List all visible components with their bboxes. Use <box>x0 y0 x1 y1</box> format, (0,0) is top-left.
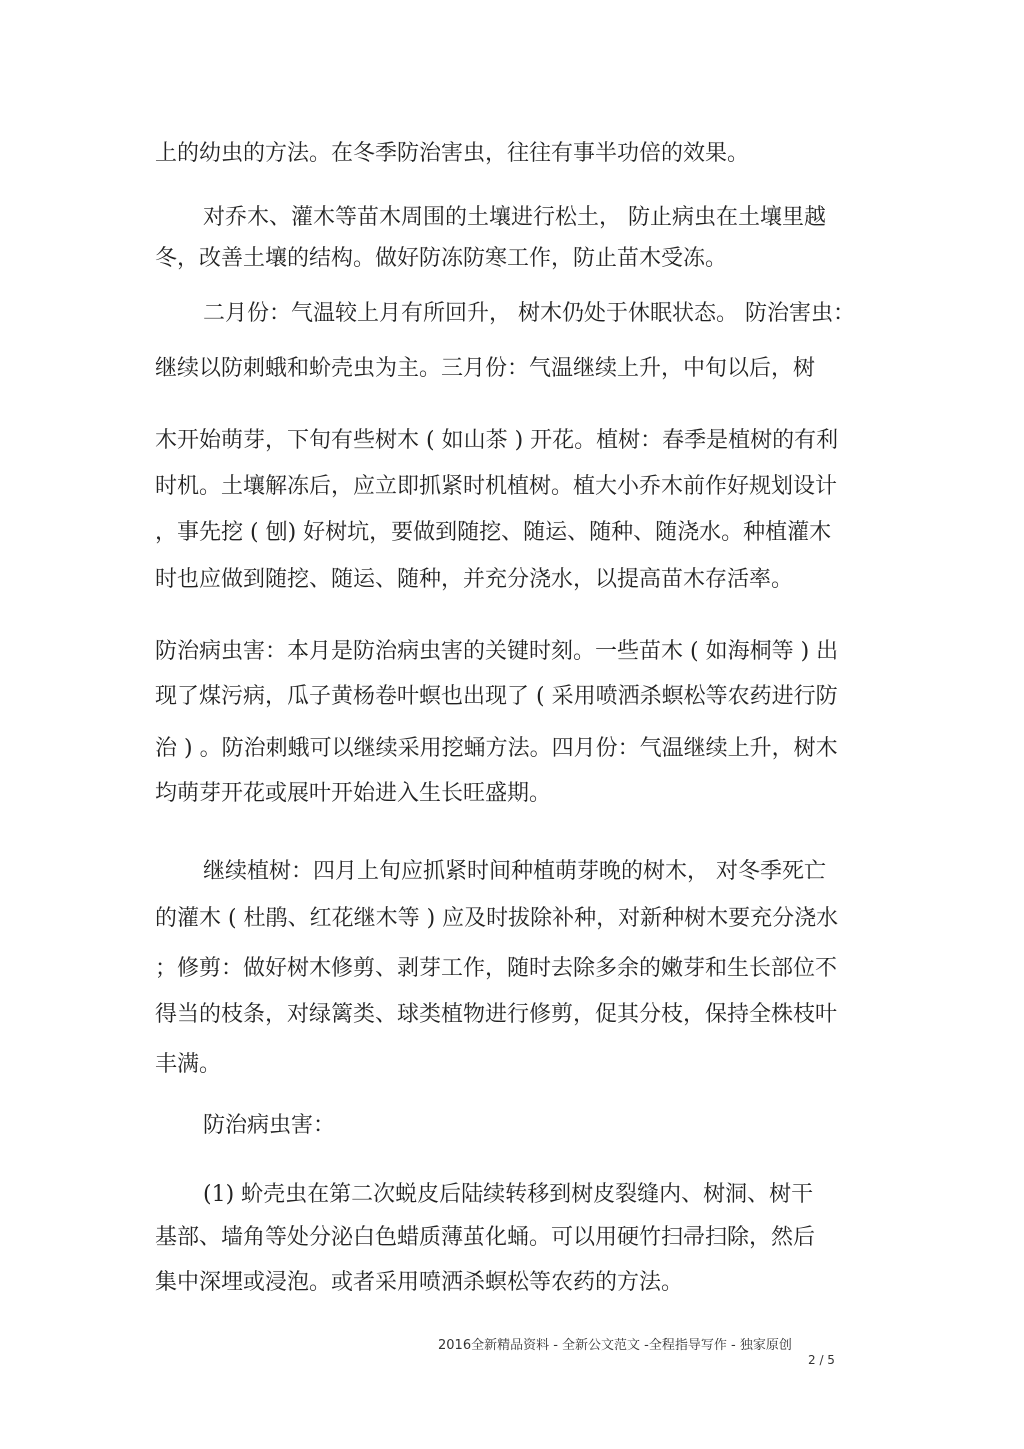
paragraph-line: 木开始萌芽，下旬有些树木 ( 如山茶 ) 开花。植树：春季是植树的有利 <box>155 428 839 453</box>
paragraph-line: 时机。土壤解冻后，应立即抓紧时机植树。植大小乔木前作好规划设计 <box>155 474 838 499</box>
page-number: 2 / 5 <box>808 1353 835 1367</box>
paragraph-line: ；修剪：做好树木修剪、剥芽工作，随时去除多余的嫩芽和生长部位不 <box>155 956 838 981</box>
paragraph-line: 防治病虫害：本月是防治病虫害的关键时刻。一些苗木 ( 如海桐等 ) 出 <box>155 639 839 664</box>
paragraph-line: ，事先挖 ( 刨) 好树坑，要做到随挖、随运、随种、随浇水。种植灌木 <box>155 520 832 545</box>
paragraph-line: 治 ) 。防治刺蛾可以继续采用挖蛹方法。四月份：气温继续上升，树木 <box>155 736 838 761</box>
paragraph-line: 防治病虫害： <box>203 1113 336 1138</box>
paragraph-line: 冬，改善土壤的结构。做好防冻防寒工作，防止苗木受冻。 <box>155 246 728 271</box>
paragraph-line: 继续植树：四月上旬应抓紧时间种植萌芽晚的树木， 对冬季死亡 <box>203 859 826 884</box>
paragraph-line: 时也应做到随挖、随运、随种，并充分浇水，以提高苗木存活率。 <box>155 567 794 592</box>
paragraph-line: 二月份：气温较上月有所回升， 树木仍处于休眠状态。 防治害虫： <box>203 301 855 326</box>
paragraph-line: 丰满。 <box>155 1052 222 1077</box>
paragraph-line: 得当的枝条，对绿篱类、球类植物进行修剪，促其分枝，保持全株枝叶 <box>155 1002 838 1027</box>
paragraph-line: 的灌木 ( 杜鹃、红花继木等 ) 应及时拔除补种，对新种树木要充分浇水 <box>155 906 839 931</box>
paragraph-line: 对乔木、灌木等苗木周围的土壤进行松土， 防止病虫在土壤里越 <box>203 205 826 230</box>
paragraph-line: 基部、墙角等处分泌白色蜡质薄茧化蛹。可以用硬竹扫帚扫除，然后 <box>155 1225 816 1250</box>
paragraph-line: 上的幼虫的方法。在冬季防治害虫，往往有事半功倍的效果。 <box>155 141 750 166</box>
paragraph-line: 继续以防刺蛾和蚧壳虫为主。三月份：气温继续上升，中旬以后，树 <box>155 356 816 381</box>
paragraph-line: 集中深埋或浸泡。或者采用喷洒杀螟松等农药的方法。 <box>155 1270 684 1295</box>
paragraph-line: 均萌芽开花或展叶开始进入生长旺盛期。 <box>155 781 552 806</box>
paragraph-line: (1) 蚧壳虫在第二次蜕皮后陆续转移到树皮裂缝内、树洞、树干 <box>203 1182 814 1207</box>
page-footer: 2016全新精品资料 - 全新公文范文 -全程指导写作 - 独家原创 <box>438 1338 792 1353</box>
paragraph-line: 现了煤污病，瓜子黄杨卷叶螟也出现了 ( 采用喷洒杀螟松等农药进行防 <box>155 684 838 709</box>
